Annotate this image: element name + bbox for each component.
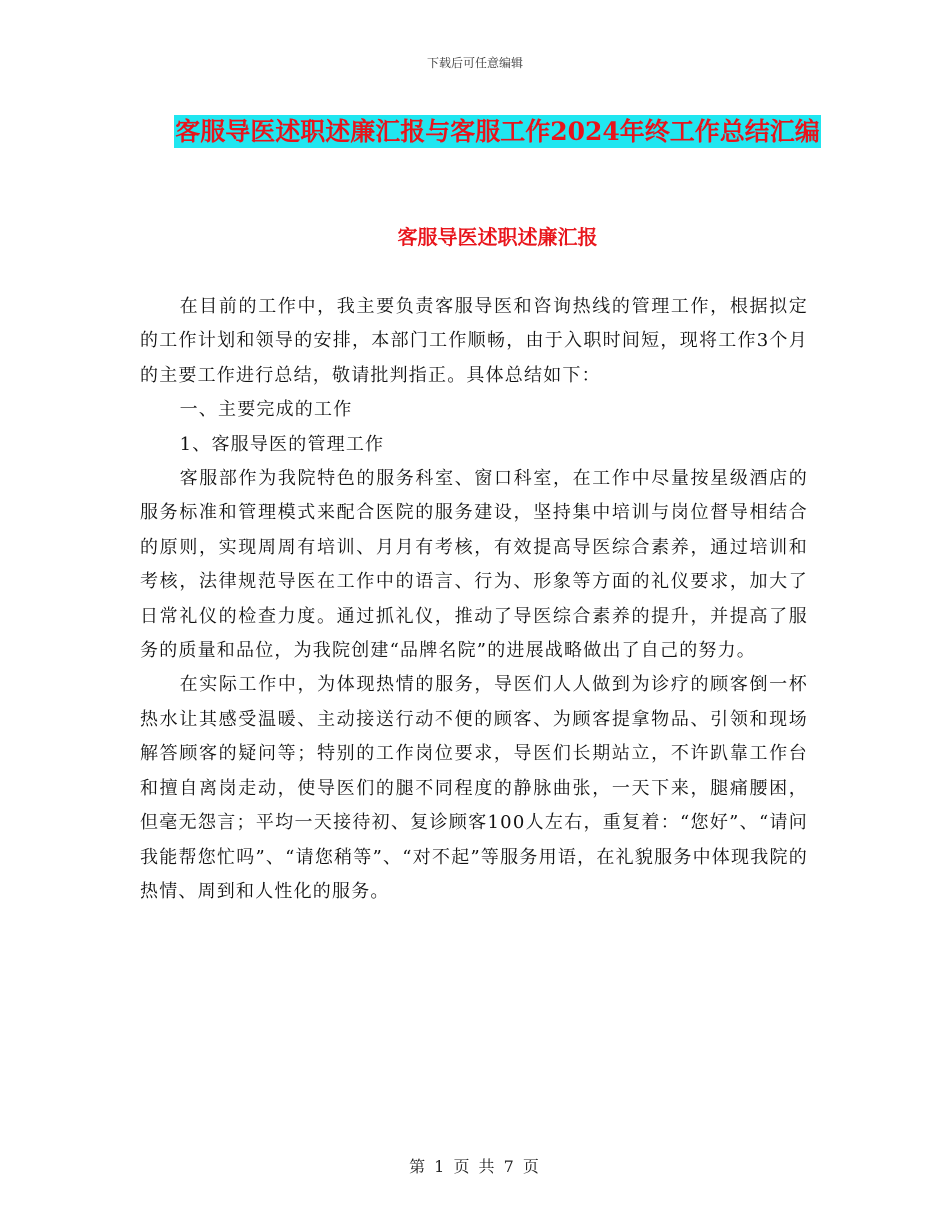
paragraph-intro: 在目前的工作中，我主要负责客服导医和咨询热线的管理工作，根据拟定的工作计划和领导的安排，本部门工作顺畅，由于入职时间短，现将工作3个月的主要工作进行总结，敬请批判指正。具体总结如下： [140,296,808,386]
paragraph-customer-service: 客服部作为我院特色的服务科室、窗口科室，在工作中尽量按星级酒店的服务标准和管理模式来配合医院的服务建设，坚持集中培训与岗位督导相结合的原则，实现周周有培训、月月有考核，有效提高导医综合素养，通过培训和考核，法律规范导医在工作中的语言、行为、形象等方面的礼仪要求，加大了日常礼仪的检查力度。通过抓礼仪，推动了导医综合素养的提升，并提高了服务的质量和品位，为我院创建“品牌名院”的进展战略做出了自己的努力。 [140,468,808,662]
document-title-text: 客服导医述职述廉汇报与客服工作2024年终工作总结汇编 [175,117,820,146]
paragraph-practical-work: 在实际工作中，为体现热情的服务，导医们人人做到为诊疗的顾客倒一杯热水让其感受温暖、主动接送行动不便的顾客、为顾客提拿物品、引领和现场解答顾客的疑问等；特别的工作岗位要求，导医们长期站立，不许趴靠工作台和擅自离岗走动，使导医们的腿不同程度的静脉曲张，一天下来，腿痛腰困，但毫无怨言；平均一天接待初、复诊顾客100人左右，重复着：“您好”、“请问我能帮您忙吗”、“请您稍等”、“对不起”等服务用语，在礼貌服务中体现我院的热情、周到和人性化的服务。 [140,674,808,902]
header-note: 下载后可任意编辑 [426,56,523,70]
page-number-footer: 第 1 页 共 7 页 [409,1157,541,1176]
section-title: 客服导医述职述廉汇报 [397,225,598,249]
document-title [140,110,855,154]
document-body [140,290,808,909]
paragraph-heading-guide-management: 1、客服导医的管理工作 [179,433,385,455]
paragraph-heading-main-work: 一、主要完成的工作 [179,399,353,421]
